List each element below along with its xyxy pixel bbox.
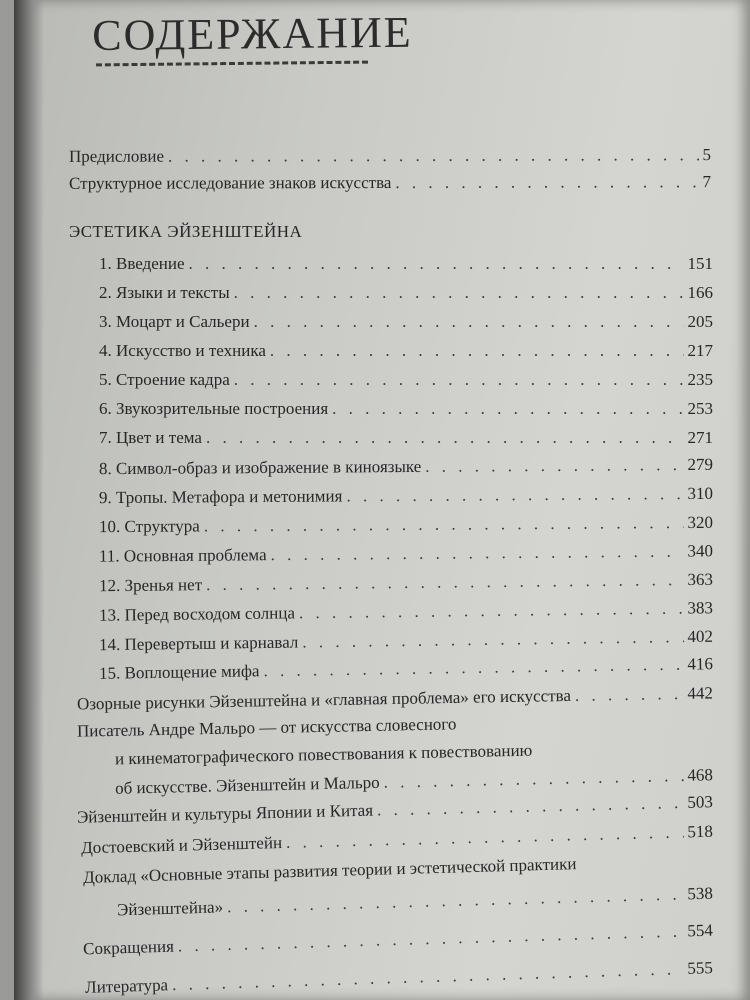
toc-entry[interactable]: [99, 513, 713, 537]
toc-entry-page: 416: [687, 654, 714, 674]
toc-entry-page: 166: [687, 283, 713, 302]
leader-dots: [286, 823, 684, 853]
toc-entry-title: Эйзенштейн и культуры Японии и Китая: [76, 800, 374, 827]
toc-entry[interactable]: [77, 683, 713, 714]
toc-entry-page: 5: [702, 145, 712, 165]
toc-entry-title: 7. Цвет и тема: [99, 428, 202, 447]
leader-dots: [234, 370, 684, 390]
toc-entry-page: 253: [687, 399, 713, 418]
leader-dots: [425, 455, 683, 477]
toc-entry[interactable]: [99, 283, 713, 303]
toc-entry-title: Структурное исследование знаков искусства: [68, 172, 392, 193]
toc-entry[interactable]: [81, 822, 713, 859]
toc-entry-page: 442: [687, 683, 714, 703]
toc-entry[interactable]: [83, 921, 713, 960]
toc-entry-page: 468: [687, 765, 714, 785]
leader-dots: [227, 885, 684, 918]
toc-entry-line[interactable]: Писатель Андре Мальро — от искусства словесного: [76, 714, 457, 741]
leader-dots: [178, 922, 684, 957]
toc-entry[interactable]: [99, 399, 713, 419]
leader-dots: [346, 484, 683, 506]
toc-entry[interactable]: [99, 455, 713, 479]
leader-dots: [395, 172, 698, 193]
toc-entry-page: 518: [687, 821, 714, 842]
toc-entry[interactable]: [85, 958, 713, 998]
toc-entry[interactable]: [77, 792, 713, 828]
toc-entry[interactable]: [99, 484, 713, 508]
toc-entry[interactable]: [99, 428, 713, 448]
toc-entry[interactable]: [99, 541, 713, 566]
toc-entry-title: 12. Зренья нет: [98, 575, 203, 596]
toc-entry-title: 15. Воплощение мифа: [98, 661, 260, 683]
toc-entry-page: 538: [687, 883, 714, 904]
toc-entry-title: 3. Моцарт и Сальери: [99, 312, 250, 331]
leader-dots: [206, 428, 684, 448]
leader-dots: [383, 766, 683, 793]
toc-entry-page: 310: [687, 483, 714, 504]
toc-entry-page: 271: [687, 428, 713, 447]
toc-entry-title: 14. Перевертыш и карнавал: [98, 632, 299, 655]
toc-entry[interactable]: [99, 370, 713, 390]
leader-dots: [168, 145, 699, 166]
toc-entry[interactable]: [99, 312, 713, 332]
leader-dots: [172, 959, 684, 995]
toc-entry-page: 279: [687, 454, 714, 475]
toc-entry[interactable]: [99, 254, 713, 274]
leader-dots: [189, 254, 684, 274]
toc-entry[interactable]: [69, 145, 711, 167]
leader-dots: [234, 283, 684, 303]
toc-entry-page: 555: [687, 958, 714, 978]
title-underline: [96, 61, 368, 67]
toc-entry-page: 383: [687, 598, 714, 618]
toc-entry-title: 5. Строение кадра: [99, 370, 230, 389]
toc-entry-page: 320: [687, 512, 714, 533]
toc-entry[interactable]: [117, 884, 713, 921]
section-heading: ЭСТЕТИКА ЭЙЗЕНШТЕЙНА: [69, 222, 303, 241]
book-spine-shadow: [14, 0, 44, 1000]
toc-entry-line[interactable]: Доклад «Основные этапы развития теории и эстетической практики: [82, 854, 577, 887]
toc-entry[interactable]: [99, 341, 713, 361]
toc-entry-title: 4. Искусство и техника: [99, 341, 266, 360]
leader-dots: [377, 793, 684, 820]
toc-entry-title: Сокращения: [82, 936, 175, 959]
toc-entry[interactable]: [99, 627, 713, 656]
leader-dots: [254, 312, 684, 332]
toc-entry-line[interactable]: и кинематографического повествования к повествованию: [114, 740, 533, 769]
toc-entry[interactable]: [99, 654, 713, 684]
toc-entry[interactable]: [99, 570, 713, 596]
leader-dots: [575, 684, 684, 706]
toc-entry-title: 2. Языки и тексты: [99, 283, 230, 302]
leader-dots: [263, 655, 683, 682]
leader-dots: [332, 399, 683, 419]
toc-entry-title: Эйзенштейна»: [116, 897, 224, 920]
toc-entry-title: 9. Тропы. Метафора и метонимия: [98, 486, 343, 508]
toc-entry-title: об искусстве. Эйзенштейн и Мальро: [114, 772, 380, 798]
toc-entry-page: 340: [687, 541, 714, 561]
toc-entry-title: 8. Символ-образ и изображение в киноязыке: [98, 456, 422, 479]
leader-dots: [270, 341, 684, 361]
toc-entry-title: Достоевский и Эйзенштейн: [80, 833, 283, 858]
toc-entry-page: 151: [687, 254, 713, 273]
toc-entry-title: Озорные рисунки Эйзенштейна и «главная проблема» его искусства: [76, 685, 572, 714]
book-page: [14, 0, 750, 1000]
toc-entry-title: 10. Структура: [98, 516, 200, 537]
toc-entry-page: 363: [687, 569, 714, 590]
leader-dots: [270, 542, 683, 566]
leader-dots: [206, 570, 684, 595]
toc-entry-title: Предисловие: [68, 146, 165, 166]
leader-dots: [302, 627, 683, 652]
toc-entry-title: 1. Введение: [99, 254, 185, 273]
toc-entry-title: 13. Перед восходом солнца: [98, 603, 296, 625]
toc-entry-page: 503: [687, 792, 714, 812]
toc-entry-page: 217: [687, 341, 713, 360]
toc-entry-page: 7: [702, 172, 712, 192]
leader-dots: [299, 599, 684, 624]
toc-entry[interactable]: [69, 172, 711, 194]
page-title: СОДЕРЖАНИЕ: [92, 7, 413, 60]
toc-entry-title: 6. Звукозрительные построения: [99, 399, 329, 418]
toc-entry-page: 235: [687, 370, 713, 389]
toc-entry[interactable]: [99, 598, 713, 625]
toc-entry-title: Литература: [84, 975, 169, 997]
toc-entry-page: 554: [687, 920, 714, 941]
leader-dots: [204, 513, 684, 536]
toc-entry-page: 205: [687, 312, 713, 331]
toc-entry-page: 402: [687, 626, 714, 647]
toc-entry-title: 11. Основная проблема: [98, 545, 267, 566]
